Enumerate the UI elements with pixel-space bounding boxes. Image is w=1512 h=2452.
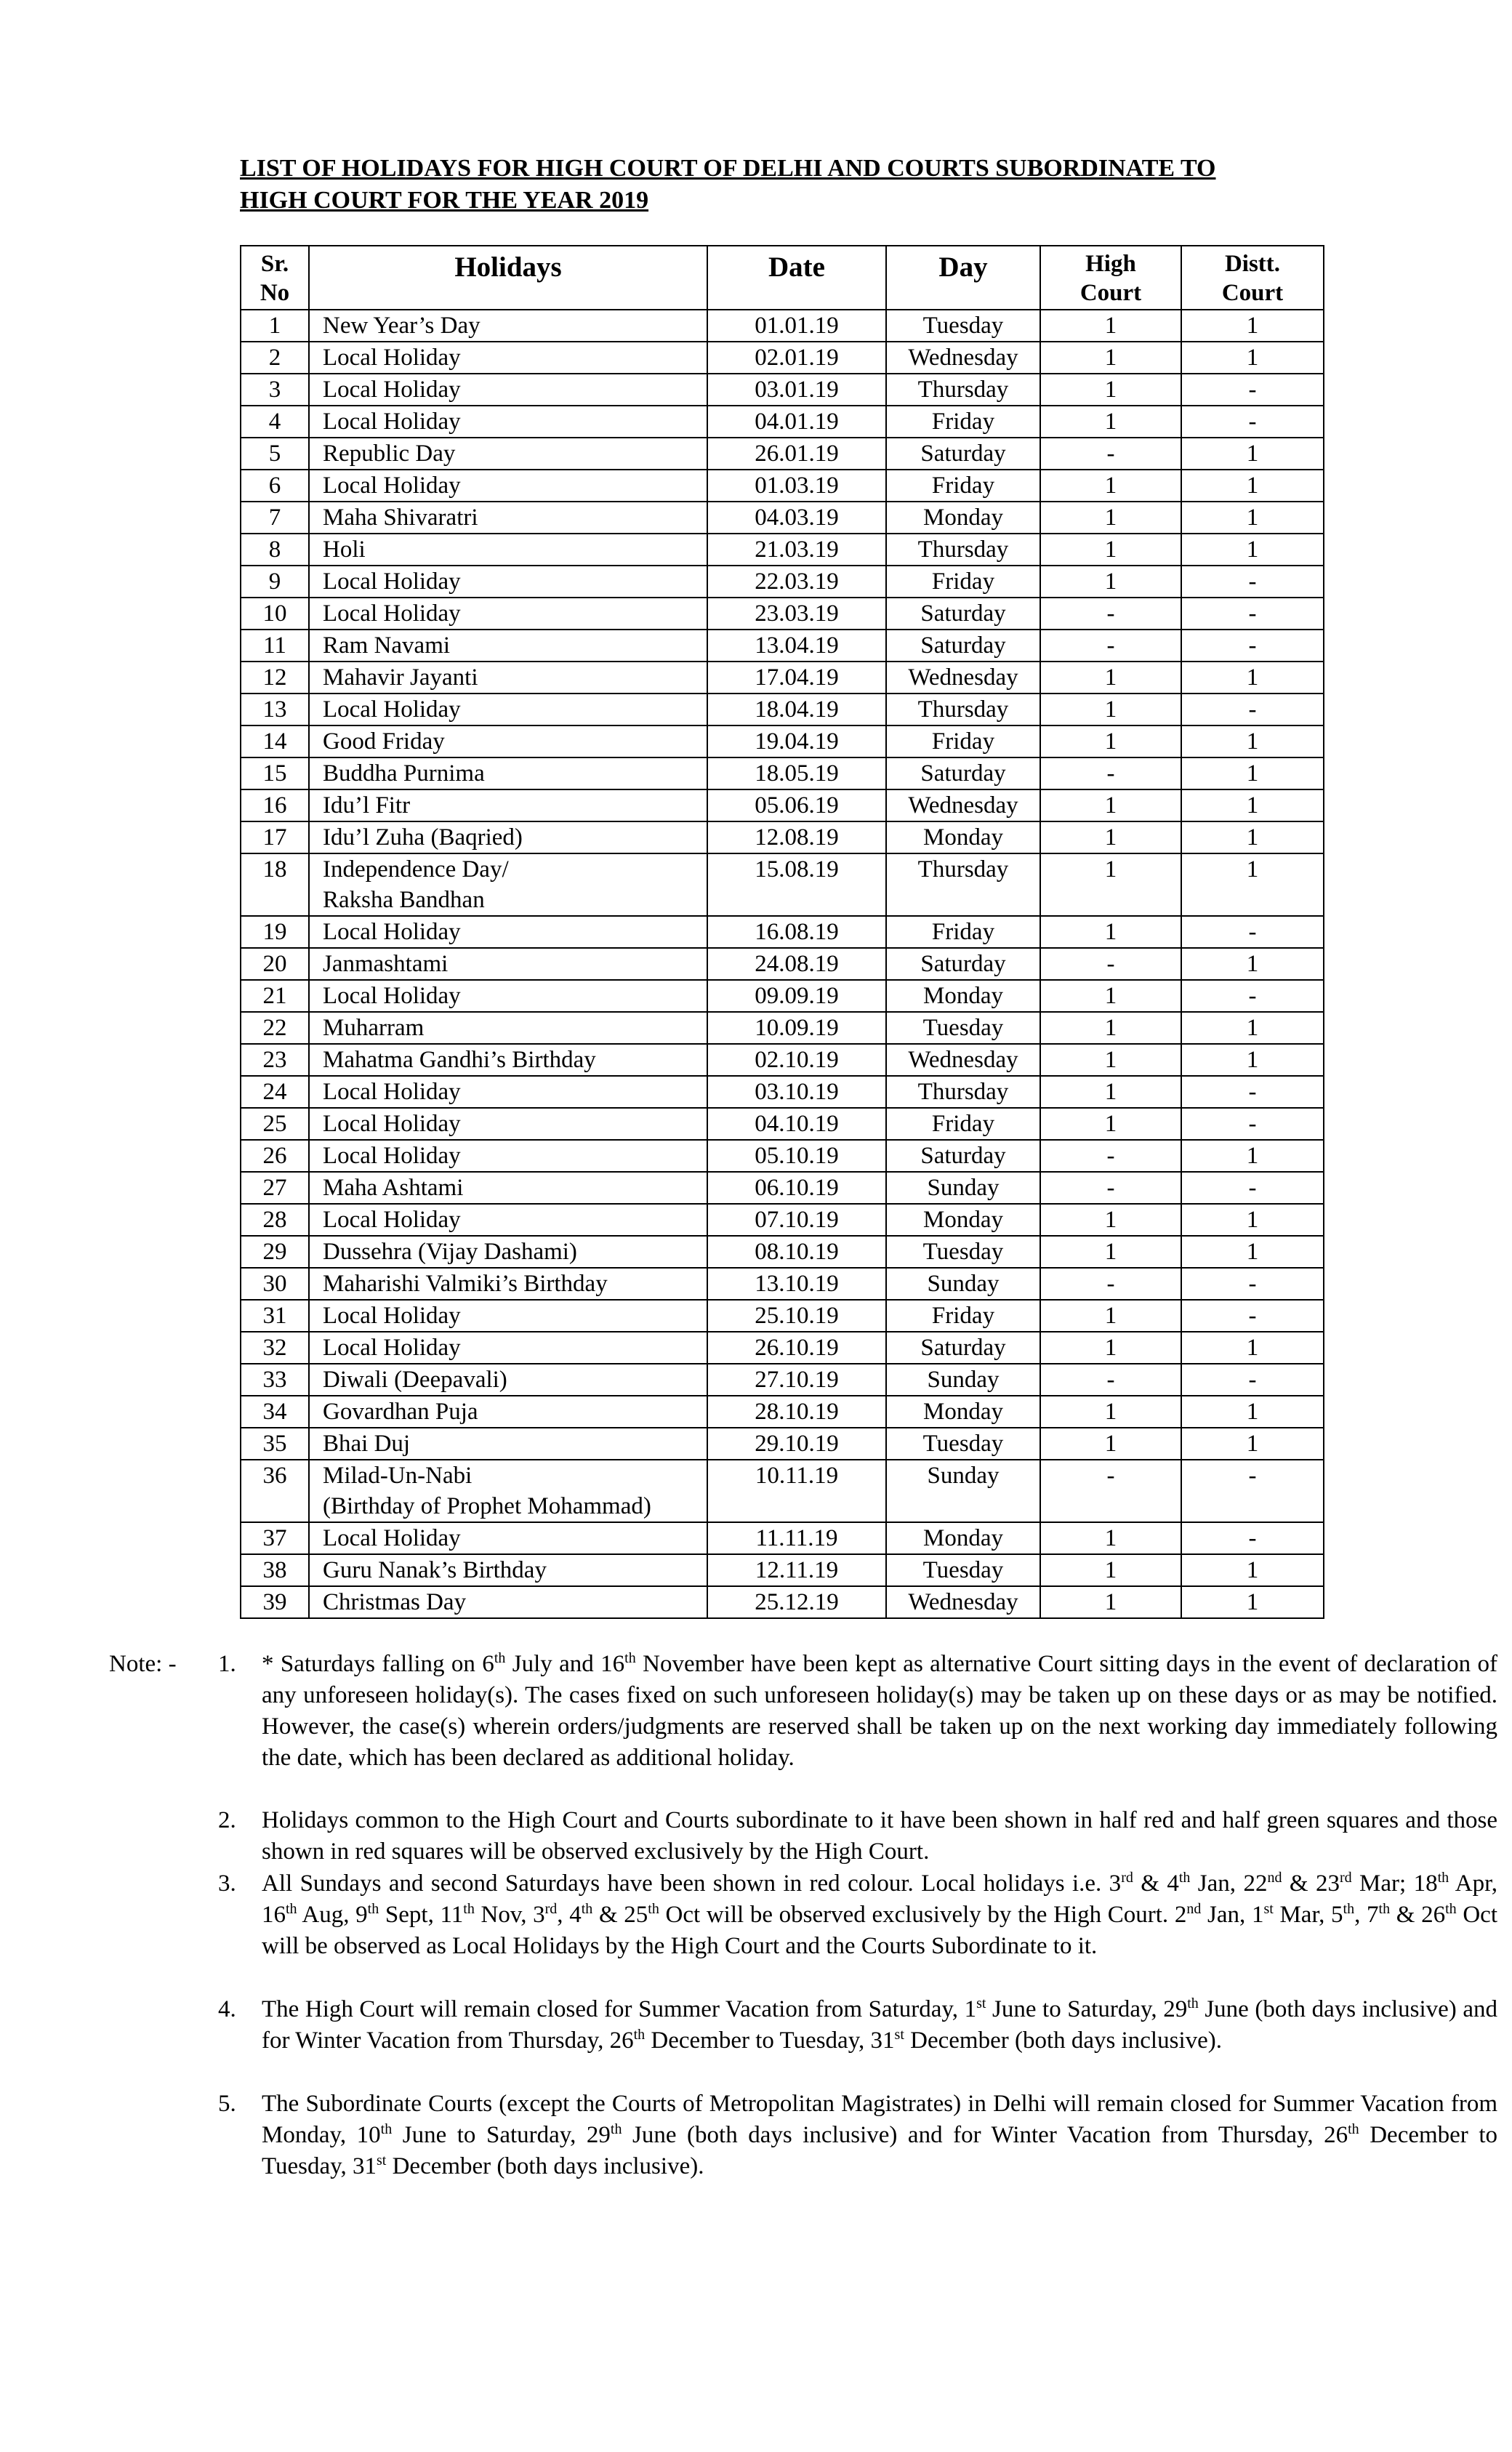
cell-date: 23.03.19 (707, 598, 886, 630)
cell-date: 03.10.19 (707, 1076, 886, 1108)
cell-high-court: 1 (1040, 406, 1181, 438)
cell-distt-court: 1 (1181, 1428, 1324, 1460)
cell-holiday-name: Local Holiday (309, 1522, 707, 1554)
cell-day: Friday (886, 1300, 1040, 1332)
cell-sr-no: 26 (241, 1140, 309, 1172)
cell-holiday-name: Holi (309, 534, 707, 566)
table-row (241, 725, 1324, 757)
cell-date: 25.12.19 (707, 1586, 886, 1618)
cell-holiday-name: Dussehra (Vijay Dashami) (309, 1236, 707, 1268)
title-line-2: HIGH COURT FOR THE YEAR 2019 (240, 187, 649, 214)
table-row (241, 1012, 1324, 1044)
note-2: 2. Holidays common to the High Court and Courts subordinate to it have been shown in half red and half green squares and those shown in red squares will be observed exclusively by the High Court. (218, 1807, 1497, 1865)
cell-day: Thursday (886, 853, 1040, 916)
cell-sr-no: 4 (241, 406, 309, 438)
cell-day: Wednesday (886, 342, 1040, 374)
cell-sr-no: 36 (241, 1460, 309, 1522)
cell-distt-court: 1 (1181, 1140, 1324, 1172)
cell-date: 28.10.19 (707, 1396, 886, 1428)
cell-date: 18.04.19 (707, 694, 886, 725)
cell-high-court: 1 (1040, 1522, 1181, 1554)
cell-holiday-name: Local Holiday (309, 1108, 707, 1140)
cell-high-court: 1 (1040, 1236, 1181, 1268)
cell-sr-no: 23 (241, 1044, 309, 1076)
cell-sr-no: 22 (241, 1012, 309, 1044)
cell-day: Thursday (886, 694, 1040, 725)
cell-day: Monday (886, 1522, 1040, 1554)
cell-day: Thursday (886, 1076, 1040, 1108)
cell-distt-court: - (1181, 1076, 1324, 1108)
title-line-1: LIST OF HOLIDAYS FOR HIGH COURT OF DELHI AND COURTS SUBORDINATE TO (240, 155, 1216, 182)
cell-high-court: 1 (1040, 1428, 1181, 1460)
cell-day: Friday (886, 725, 1040, 757)
cell-holiday-name: Local Holiday (309, 598, 707, 630)
cell-high-court: - (1040, 757, 1181, 789)
cell-date: 19.04.19 (707, 725, 886, 757)
cell-high-court: 1 (1040, 342, 1181, 374)
cell-holiday-name: Independence Day/ Raksha Bandhan (309, 853, 707, 916)
cell-date: 27.10.19 (707, 1364, 886, 1396)
cell-high-court: 1 (1040, 1044, 1181, 1076)
cell-date: 12.08.19 (707, 821, 886, 853)
cell-distt-court: 1 (1181, 725, 1324, 757)
header-high-court: High Court (1040, 246, 1181, 310)
cell-high-court: - (1040, 1172, 1181, 1204)
cell-distt-court: 1 (1181, 1332, 1324, 1364)
cell-holiday-name: Local Holiday (309, 1140, 707, 1172)
cell-sr-no: 39 (241, 1586, 309, 1618)
cell-sr-no: 27 (241, 1172, 309, 1204)
cell-sr-no: 30 (241, 1268, 309, 1300)
cell-distt-court: 1 (1181, 789, 1324, 821)
table-row (241, 1236, 1324, 1268)
cell-day: Monday (886, 1204, 1040, 1236)
header-sr-no: Sr. No (241, 246, 309, 310)
table-row (241, 1554, 1324, 1586)
note-5: 5. The Subordinate Courts (except the Courts of Metropolitan Magistrates) in Delhi will remain closed for Summer Vacation from Monday, 10th June to Saturday, 29th June (both days inclusive) and for Winter Vacation from Thursday, 26th December to Tuesday, 31st December (both days inclusive). (218, 2091, 1498, 2179)
cell-holiday-name: Guru Nanak’s Birthday (309, 1554, 707, 1586)
cell-date: 18.05.19 (707, 757, 886, 789)
cell-distt-court: - (1181, 694, 1324, 725)
cell-sr-no: 5 (241, 438, 309, 470)
cell-date: 11.11.19 (707, 1522, 886, 1554)
cell-distt-court: 1 (1181, 821, 1324, 853)
cell-sr-no: 8 (241, 534, 309, 566)
cell-holiday-name: Milad-Un-Nabi (Birthday of Prophet Mohammad) (309, 1460, 707, 1522)
cell-high-court: 1 (1040, 310, 1181, 342)
cell-sr-no: 28 (241, 1204, 309, 1236)
cell-distt-court: 1 (1181, 1586, 1324, 1618)
cell-holiday-name: Janmashtami (309, 948, 707, 980)
cell-holiday-name: Muharram (309, 1012, 707, 1044)
cell-date: 16.08.19 (707, 916, 886, 948)
cell-holiday-name: Mahatma Gandhi’s Birthday (309, 1044, 707, 1076)
note-4: 4. The High Court will remain closed for Summer Vacation from Saturday, 1st June to Saturday, 29th June (both days inclusive) and for Winter Vacation from Thursday, 26th December to Tuesday, 31st December (both days inclusive). (218, 1995, 1497, 2054)
cell-day: Wednesday (886, 1586, 1040, 1618)
table-row (241, 438, 1324, 470)
table-row (241, 916, 1324, 948)
table-row (241, 1460, 1324, 1522)
note-1: 1. * Saturdays falling on 6th July and 16th November have been kept as alternative Court sitting days in the event of declaration of any unforeseen holiday(s). The cases fixed on such unforeseen holiday(s) may be taken up on these days or as may be notified. However, the case(s) wherein orders/judgments are reserved shall be taken up on the next working day immediately following the date, which has been declared as additional holiday. (218, 1650, 1497, 1771)
cell-date: 13.04.19 (707, 630, 886, 662)
cell-distt-court: - (1181, 1522, 1324, 1554)
cell-high-court: 1 (1040, 1300, 1181, 1332)
cell-holiday-name: Local Holiday (309, 1300, 707, 1332)
cell-sr-no: 19 (241, 916, 309, 948)
cell-day: Saturday (886, 438, 1040, 470)
table-row (241, 310, 1324, 342)
cell-high-court: 1 (1040, 534, 1181, 566)
cell-date: 29.10.19 (707, 1428, 886, 1460)
table-row (241, 1364, 1324, 1396)
cell-sr-no: 21 (241, 980, 309, 1012)
cell-distt-court: - (1181, 566, 1324, 598)
cell-high-court: 1 (1040, 1012, 1181, 1044)
cell-high-court: - (1040, 598, 1181, 630)
cell-holiday-name: Buddha Purnima (309, 757, 707, 789)
cell-high-court: 1 (1040, 470, 1181, 502)
table-row (241, 630, 1324, 662)
cell-distt-court: 1 (1181, 534, 1324, 566)
cell-day: Friday (886, 1108, 1040, 1140)
cell-high-court: - (1040, 438, 1181, 470)
table-row (241, 502, 1324, 534)
cell-date: 05.06.19 (707, 789, 886, 821)
cell-day: Tuesday (886, 1012, 1040, 1044)
cell-distt-court: - (1181, 1300, 1324, 1332)
cell-distt-court: 1 (1181, 1012, 1324, 1044)
cell-holiday-name: Local Holiday (309, 342, 707, 374)
cell-sr-no: 2 (241, 342, 309, 374)
cell-holiday-name: Maharishi Valmiki’s Birthday (309, 1268, 707, 1300)
cell-high-court: - (1040, 1140, 1181, 1172)
cell-sr-no: 12 (241, 662, 309, 694)
table-row (241, 1172, 1324, 1204)
cell-high-court: - (1040, 630, 1181, 662)
cell-sr-no: 9 (241, 566, 309, 598)
cell-holiday-name: Govardhan Puja (309, 1396, 707, 1428)
table-row (241, 948, 1324, 980)
cell-sr-no: 18 (241, 853, 309, 916)
cell-date: 01.01.19 (707, 310, 886, 342)
cell-holiday-name: Local Holiday (309, 694, 707, 725)
cell-date: 08.10.19 (707, 1236, 886, 1268)
cell-date: 05.10.19 (707, 1140, 886, 1172)
table-row (241, 598, 1324, 630)
cell-distt-court: 1 (1181, 1236, 1324, 1268)
cell-date: 10.11.19 (707, 1460, 886, 1522)
table-row (241, 1108, 1324, 1140)
cell-high-court: 1 (1040, 1108, 1181, 1140)
cell-high-court: - (1040, 948, 1181, 980)
table-row (241, 1044, 1324, 1076)
cell-distt-court: 1 (1181, 310, 1324, 342)
cell-date: 01.03.19 (707, 470, 886, 502)
cell-holiday-name: Maha Ashtami (309, 1172, 707, 1204)
cell-holiday-name: Local Holiday (309, 566, 707, 598)
cell-sr-no: 15 (241, 757, 309, 789)
cell-day: Saturday (886, 948, 1040, 980)
cell-date: 02.01.19 (707, 342, 886, 374)
cell-day: Thursday (886, 374, 1040, 406)
cell-sr-no: 32 (241, 1332, 309, 1364)
cell-date: 06.10.19 (707, 1172, 886, 1204)
cell-date: 25.10.19 (707, 1300, 886, 1332)
cell-sr-no: 38 (241, 1554, 309, 1586)
table-row (241, 566, 1324, 598)
header-distt-court: Distt. Court (1181, 246, 1324, 310)
table-row (241, 1522, 1324, 1554)
cell-date: 03.01.19 (707, 374, 886, 406)
cell-distt-court: - (1181, 1172, 1324, 1204)
cell-distt-court: 1 (1181, 1044, 1324, 1076)
cell-high-court: 1 (1040, 725, 1181, 757)
table-row (241, 374, 1324, 406)
cell-day: Friday (886, 470, 1040, 502)
table-row (241, 342, 1324, 374)
cell-sr-no: 1 (241, 310, 309, 342)
cell-holiday-name: Local Holiday (309, 1076, 707, 1108)
table-row (241, 1204, 1324, 1236)
cell-day: Monday (886, 980, 1040, 1012)
cell-day: Sunday (886, 1364, 1040, 1396)
cell-holiday-name: Republic Day (309, 438, 707, 470)
cell-day: Sunday (886, 1268, 1040, 1300)
cell-holiday-name: Christmas Day (309, 1586, 707, 1618)
cell-day: Saturday (886, 1332, 1040, 1364)
cell-sr-no: 11 (241, 630, 309, 662)
cell-holiday-name: Local Holiday (309, 374, 707, 406)
cell-distt-court: 1 (1181, 1554, 1324, 1586)
cell-day: Wednesday (886, 662, 1040, 694)
cell-date: 26.01.19 (707, 438, 886, 470)
cell-sr-no: 37 (241, 1522, 309, 1554)
cell-high-court: 1 (1040, 821, 1181, 853)
cell-holiday-name: Bhai Duj (309, 1428, 707, 1460)
cell-distt-court: - (1181, 406, 1324, 438)
cell-sr-no: 33 (241, 1364, 309, 1396)
header-day: Day (886, 246, 1040, 310)
cell-distt-court: - (1181, 598, 1324, 630)
cell-date: 04.10.19 (707, 1108, 886, 1140)
cell-date: 10.09.19 (707, 1012, 886, 1044)
cell-sr-no: 10 (241, 598, 309, 630)
cell-distt-court: - (1181, 980, 1324, 1012)
cell-distt-court: 1 (1181, 342, 1324, 374)
cell-holiday-name: Mahavir Jayanti (309, 662, 707, 694)
cell-holiday-name: Local Holiday (309, 1332, 707, 1364)
table-row (241, 1332, 1324, 1364)
cell-day: Sunday (886, 1172, 1040, 1204)
cell-day: Saturday (886, 1140, 1040, 1172)
table-row (241, 1428, 1324, 1460)
cell-date: 21.03.19 (707, 534, 886, 566)
cell-date: 02.10.19 (707, 1044, 886, 1076)
table-header-row (241, 246, 1324, 310)
cell-day: Friday (886, 916, 1040, 948)
cell-date: 13.10.19 (707, 1268, 886, 1300)
cell-day: Saturday (886, 630, 1040, 662)
cell-holiday-name: Diwali (Deepavali) (309, 1364, 707, 1396)
cell-distt-court: - (1181, 1108, 1324, 1140)
notes-label: Note: - (109, 1651, 177, 1677)
cell-holiday-name: Local Holiday (309, 1204, 707, 1236)
cell-high-court: - (1040, 1364, 1181, 1396)
cell-day: Friday (886, 406, 1040, 438)
cell-holiday-name: Maha Shivaratri (309, 502, 707, 534)
cell-distt-court: - (1181, 1460, 1324, 1522)
cell-high-court: 1 (1040, 662, 1181, 694)
cell-high-court: - (1040, 1460, 1181, 1522)
cell-high-court: 1 (1040, 789, 1181, 821)
table-row (241, 534, 1324, 566)
cell-high-court: 1 (1040, 853, 1181, 916)
holiday-table (240, 245, 1324, 1619)
cell-high-court: 1 (1040, 1586, 1181, 1618)
page-title (240, 153, 1330, 217)
cell-day: Sunday (886, 1460, 1040, 1522)
cell-holiday-name: Local Holiday (309, 470, 707, 502)
cell-holiday-name: Local Holiday (309, 916, 707, 948)
table-row (241, 406, 1324, 438)
cell-holiday-name: Local Holiday (309, 980, 707, 1012)
cell-holiday-name: Local Holiday (309, 406, 707, 438)
cell-sr-no: 25 (241, 1108, 309, 1140)
table-row (241, 821, 1324, 853)
cell-sr-no: 29 (241, 1236, 309, 1268)
cell-sr-no: 24 (241, 1076, 309, 1108)
cell-day: Thursday (886, 534, 1040, 566)
header-date: Date (707, 246, 886, 310)
cell-high-court: 1 (1040, 1332, 1181, 1364)
cell-high-court: 1 (1040, 1396, 1181, 1428)
cell-sr-no: 35 (241, 1428, 309, 1460)
cell-distt-court: 1 (1181, 853, 1324, 916)
cell-holiday-name: New Year’s Day (309, 310, 707, 342)
cell-sr-no: 31 (241, 1300, 309, 1332)
cell-distt-court: 1 (1181, 662, 1324, 694)
cell-day: Friday (886, 566, 1040, 598)
cell-high-court: 1 (1040, 916, 1181, 948)
note-3: 3. All Sundays and second Saturdays have been shown in red colour. Local holidays i.e. 3rd & 4th Jan, 22nd & 23rd Mar; 18th Apr, 16th Aug, 9th Sept, 11th Nov, 3rd, 4th & 25th Oct will be observed exclusively by the High Court. 2nd Jan, 1st Mar, 5th, 7th & 26th Oct will be observed as Local Holidays by the High Court and the Courts Subordinate to it. (218, 1870, 1497, 1959)
header-holidays: Holidays (309, 246, 707, 310)
cell-high-court: 1 (1040, 1554, 1181, 1586)
table-row (241, 853, 1324, 916)
cell-high-court: 1 (1040, 502, 1181, 534)
cell-distt-court: 1 (1181, 948, 1324, 980)
cell-high-court: - (1040, 1268, 1181, 1300)
cell-date: 09.09.19 (707, 980, 886, 1012)
cell-distt-court: 1 (1181, 470, 1324, 502)
table-row (241, 1268, 1324, 1300)
table-row (241, 1396, 1324, 1428)
cell-day: Monday (886, 821, 1040, 853)
cell-day: Monday (886, 1396, 1040, 1428)
cell-date: 04.01.19 (707, 406, 886, 438)
table-row (241, 980, 1324, 1012)
cell-sr-no: 7 (241, 502, 309, 534)
cell-high-court: 1 (1040, 1076, 1181, 1108)
cell-distt-court: 1 (1181, 438, 1324, 470)
cell-sr-no: 6 (241, 470, 309, 502)
cell-holiday-name: Idu’l Fitr (309, 789, 707, 821)
cell-sr-no: 16 (241, 789, 309, 821)
cell-distt-court: - (1181, 630, 1324, 662)
cell-distt-court: - (1181, 1268, 1324, 1300)
cell-date: 26.10.19 (707, 1332, 886, 1364)
table-row (241, 1076, 1324, 1108)
cell-day: Tuesday (886, 1554, 1040, 1586)
cell-distt-court: 1 (1181, 1396, 1324, 1428)
cell-date: 24.08.19 (707, 948, 886, 980)
cell-sr-no: 3 (241, 374, 309, 406)
table-row (241, 470, 1324, 502)
cell-day: Wednesday (886, 1044, 1040, 1076)
cell-holiday-name: Ram Navami (309, 630, 707, 662)
cell-sr-no: 20 (241, 948, 309, 980)
cell-high-court: 1 (1040, 1204, 1181, 1236)
cell-day: Tuesday (886, 1428, 1040, 1460)
table-row (241, 694, 1324, 725)
cell-high-court: 1 (1040, 694, 1181, 725)
cell-date: 04.03.19 (707, 502, 886, 534)
cell-distt-court: - (1181, 374, 1324, 406)
cell-date: 15.08.19 (707, 853, 886, 916)
table-row (241, 789, 1324, 821)
cell-day: Tuesday (886, 310, 1040, 342)
table-row (241, 1140, 1324, 1172)
table-row (241, 1300, 1324, 1332)
cell-date: 22.03.19 (707, 566, 886, 598)
cell-holiday-name: Idu’l Zuha (Baqried) (309, 821, 707, 853)
table-row (241, 757, 1324, 789)
cell-distt-court: - (1181, 1364, 1324, 1396)
cell-day: Saturday (886, 757, 1040, 789)
cell-distt-court: - (1181, 916, 1324, 948)
cell-distt-court: 1 (1181, 757, 1324, 789)
cell-holiday-name: Good Friday (309, 725, 707, 757)
cell-date: 12.11.19 (707, 1554, 886, 1586)
cell-high-court: 1 (1040, 566, 1181, 598)
cell-day: Tuesday (886, 1236, 1040, 1268)
cell-sr-no: 34 (241, 1396, 309, 1428)
cell-date: 17.04.19 (707, 662, 886, 694)
table-row (241, 1586, 1324, 1618)
cell-day: Wednesday (886, 789, 1040, 821)
cell-day: Monday (886, 502, 1040, 534)
cell-high-court: 1 (1040, 374, 1181, 406)
cell-high-court: 1 (1040, 980, 1181, 1012)
cell-distt-court: 1 (1181, 502, 1324, 534)
cell-sr-no: 13 (241, 694, 309, 725)
cell-date: 07.10.19 (707, 1204, 886, 1236)
cell-day: Saturday (886, 598, 1040, 630)
table-row (241, 662, 1324, 694)
cell-sr-no: 17 (241, 821, 309, 853)
cell-distt-court: 1 (1181, 1204, 1324, 1236)
cell-sr-no: 14 (241, 725, 309, 757)
